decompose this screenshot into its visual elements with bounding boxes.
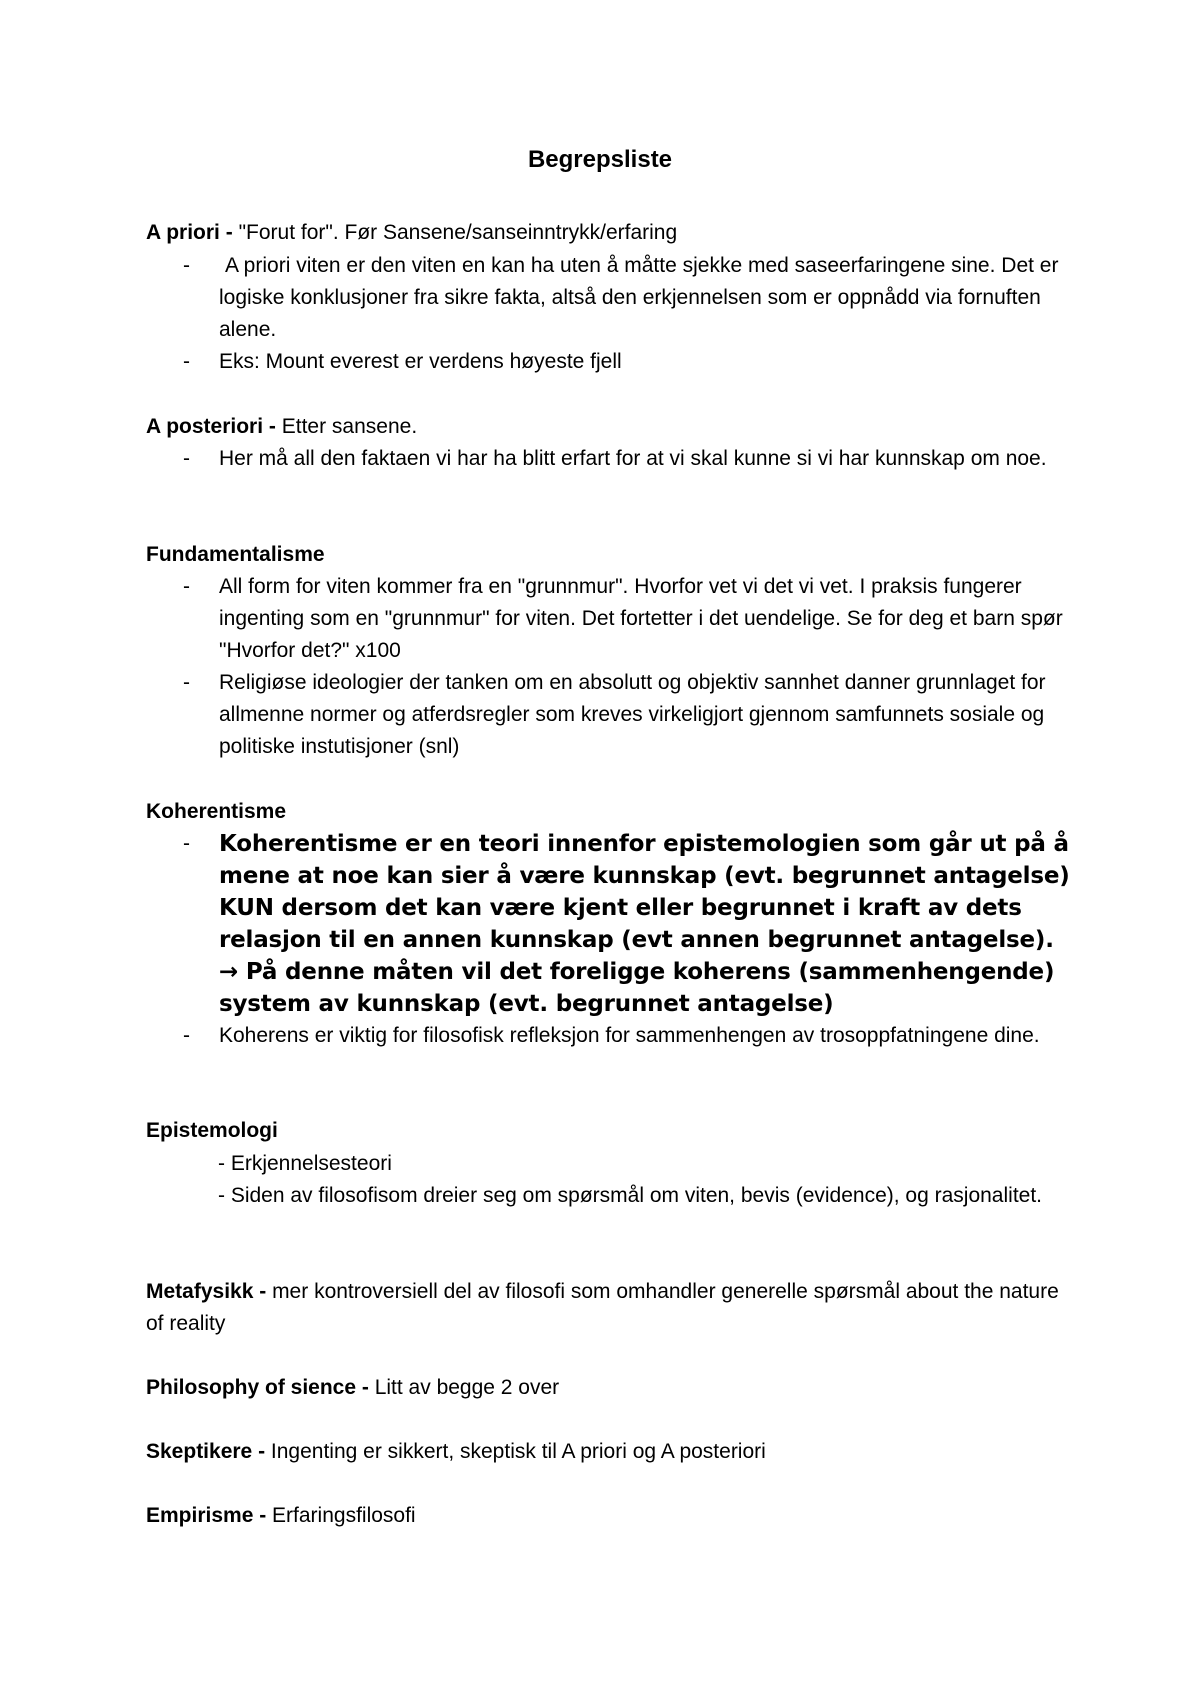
list-item: - Religiøse ideologier der tanken om en absolutt og objektiv sannhet danner grunnlaget for allmenne normer og atferdsregler som kreves virkeligjort gjennom samfunnets sosiale og politiske instutisjoner (snl) [146,667,1080,763]
koherentisme-bullets [146,1020,1080,1052]
term-definition: Ingenting er sikkert, skeptisk til A priori og A posteriori [270,1440,766,1463]
koherentisme-bold-bullets [146,828,1080,1020]
list-item: - Koherentisme er en teori innenfor epistemologien som går ut på å mene at noe kan sier å være kunnskap (evt. begrunnet antagelse) KUN dersom det kan være kjent eller begrunnet i kraft av dets relasjon til en annen kunnskap (evt annen begrunnet antagelse). → På denne måten vil det foreligge koherens (sammenhengende) system av kunnskap (evt. begrunnet antagelse) [146,828,1080,1020]
term-a-priori [146,217,1080,249]
list-item: - Koherens er viktig for filosofisk refleksjon for sammenhengen av trosoppfatningene dine. [146,1020,1080,1052]
a-posteriori-bullets [146,443,1080,475]
term-label: A priori - [146,221,239,244]
term-definition: Etter sansene. [281,415,418,438]
term-epistemologi [146,1115,1080,1147]
term-definition: Litt av begge 2 over [374,1376,560,1399]
term-koherentisme [146,796,1080,828]
term-label: Koherentisme [146,800,287,823]
term-empirisme [146,1500,1080,1532]
term-label: Metafysikk - [146,1280,273,1303]
term-metafysikk [146,1276,1080,1340]
term-definition: "Forut for". Før Sansene/sanseinntrykk/erfaring [238,221,678,244]
term-label: Skeptikere - [146,1440,271,1463]
a-priori-bullets [146,250,1080,378]
term-label: Empirisme - [146,1504,273,1527]
list-item: - All form for viten kommer fra en "grunnmur". Hvorfor vet vi det vi vet. I praksis fungerer ingenting som en "grunnmur" for viten. Det fortetter i det uendelige. Se for deg et barn spør "Hvorfor det?" x100 [146,571,1080,667]
term-label: Epistemologi [146,1119,278,1142]
term-label: A posteriori - [146,415,282,438]
list-item: - Her må all den faktaen vi har ha blitt erfart for at vi skal kunne si vi har kunnskap om noe. [146,443,1080,475]
dash-icon: - [183,254,190,277]
term-definition: mer kontroversiell del av filosofi som omhandler generelle spørsmål about the nature of reality [146,1280,1059,1335]
list-item: - Eks: Mount everest er verdens høyeste fjell [146,346,1080,378]
dash-icon: - [183,350,190,373]
dash-icon: - [183,832,190,855]
fundamentalisme-bullets [146,571,1080,763]
dash-icon: - [183,1024,190,1047]
dash-icon: - [183,447,190,470]
term-skeptikere [146,1436,1080,1468]
term-label: Fundamentalisme [146,543,325,566]
term-a-posteriori [146,411,1080,443]
term-definition: Erfaringsfilosofi [272,1504,416,1527]
page-title: Begrepsliste [527,146,673,173]
list-item: - A priori viten er den viten en kan ha uten å måtte sjekke med saseerfaringene sine. Det er logiske konklusjoner fra sikre fakta, altså den erkjennelsen som er oppnådd via fornuften alene. [146,250,1080,346]
term-fundamentalisme [146,539,1080,571]
dash-icon: - [183,575,190,598]
term-philosophy-of-sience [146,1372,1080,1404]
term-label: Philosophy of sience - [146,1376,375,1399]
epistemologi-line: - Siden av filosofisom dreier seg om spørsmål om viten, bevis (evidence), og rasjonalitet. [218,1184,1043,1207]
epistemologi-line: - Erkjennelsesteori [218,1152,392,1175]
dash-icon: - [183,671,190,694]
